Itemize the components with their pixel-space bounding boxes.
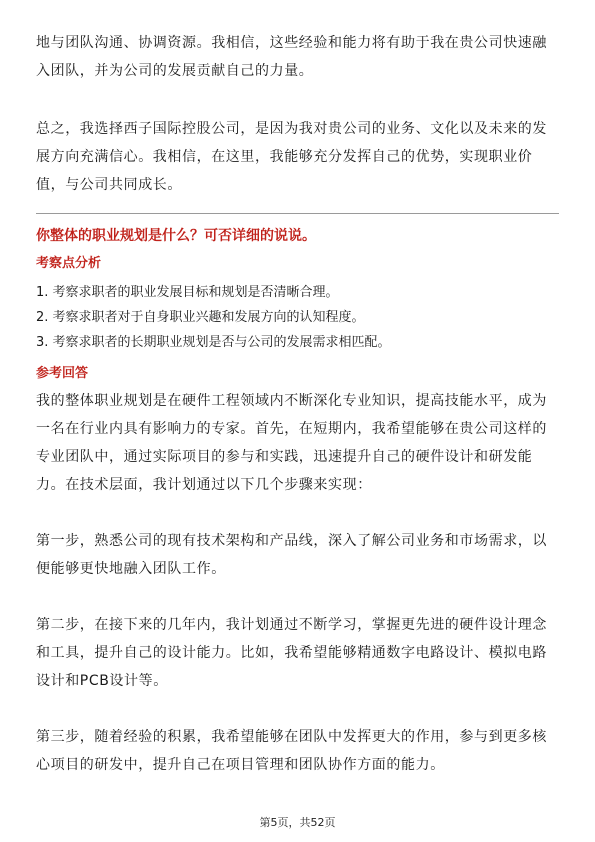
page-content xyxy=(36,0,559,779)
question-heading: 你整体的职业规划是什么？可否详细的说说。 xyxy=(36,228,316,244)
answer-paragraph: 第二步，在接下来的几年内，我计划通过不断学习，掌握更先进的硬件设计理念和工具，提升自己的设计能力。比如，我希望能够精通数字电路设计、模拟电路设计和PCB设计等。 xyxy=(36,617,547,689)
intro-paragraph: 地与团队沟通、协调资源。我相信，这些经验和能力将有助于我在贵公司快速融入团队，并为公司的发展贡献自己的力量。 xyxy=(36,35,547,79)
answer-paragraph: 我的整体职业规划是在硬件工程领域内不断深化专业知识，提高技能水平，成为一名在行业内具有影响力的专家。首先，在短期内，我希望能够在贵公司这样的专业团队中，通过实际项目的参与和实践，迅速提升自己的硬件设计和研发能力。在技术层面，我计划通过以下几个步骤来实现： xyxy=(36,393,547,493)
analysis-list xyxy=(36,280,559,355)
list-item: 3. 考察求职者的长期职业规划是否与公司的发展需求相匹配。 xyxy=(36,335,391,350)
list-item: 1. 考察求职者的职业发展目标和规划是否清晰合理。 xyxy=(36,285,339,300)
answer-label: 参考回答 xyxy=(36,366,89,381)
list-item: 2. 考察求职者对于自身职业兴趣和发展方向的认知程度。 xyxy=(36,310,365,325)
section-divider xyxy=(36,213,559,214)
answer-paragraph: 第三步，随着经验的积累，我希望能够在团队中发挥更大的作用，参与到更多核心项目的研发中，提升自己在项目管理和团队协作方面的能力。 xyxy=(36,729,547,773)
page-number: 第5页，共52页 xyxy=(259,816,336,829)
answer-paragraph: 第一步，熟悉公司的现有技术架构和产品线，深入了解公司业务和市场需求，以便能够更快地融入团队工作。 xyxy=(36,533,547,577)
intro-paragraph: 总之，我选择西子国际控股公司，是因为我对贵公司的业务、文化以及未来的发展方向充满信心。我相信，在这里，我能够充分发挥自己的优势，实现职业价值，与公司共同成长。 xyxy=(36,121,547,193)
analysis-label: 考察点分析 xyxy=(36,256,102,271)
